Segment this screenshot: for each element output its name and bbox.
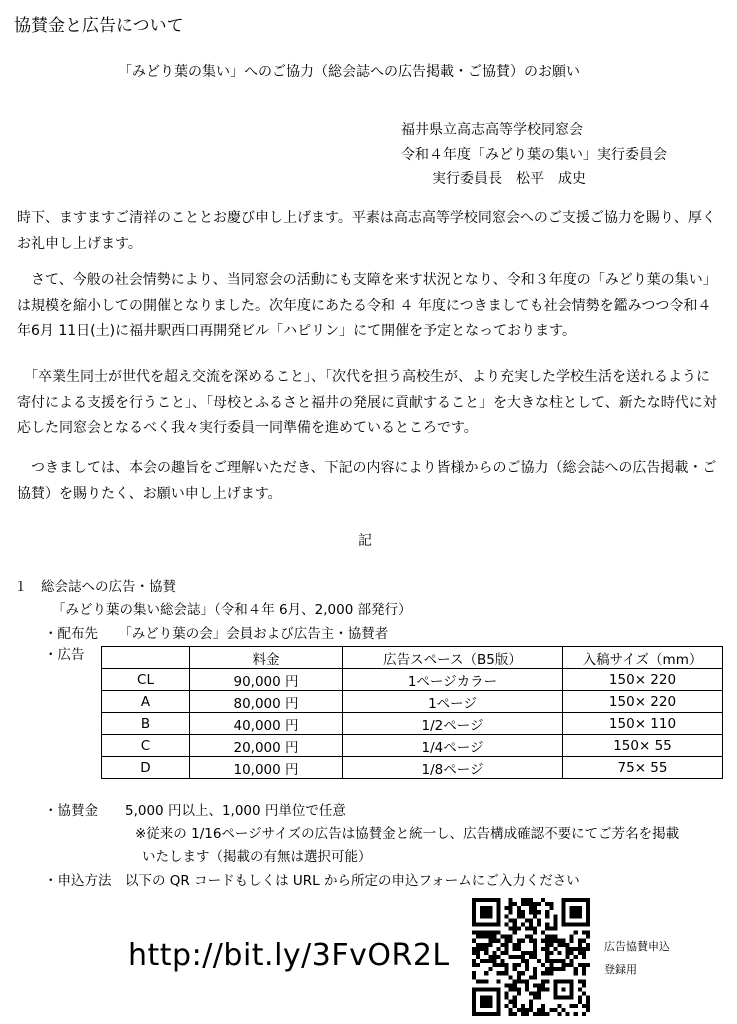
table-cell: 150× 220 bbox=[563, 669, 723, 691]
sender-committee: 令和４年度「みどり葉の集い」実行委員会 bbox=[401, 147, 667, 163]
section-title: １ 総会誌への広告・協賛 bbox=[14, 579, 176, 595]
table-cell: 1/8ページ bbox=[343, 757, 563, 779]
request-paragraph: つきましては、本会の趣旨をご理解いただき、下記の内容により皆様からのご協力（総会誌への広告掲載・ご協賛）を賜りたく、お願い申し上げます。 bbox=[17, 460, 717, 502]
table-header-cell: 広告スペース（B5版） bbox=[343, 647, 563, 669]
table-cell: 75× 55 bbox=[563, 757, 723, 779]
sponsorship-note-cont: いたします（掲載の有無は選択可能） bbox=[142, 849, 372, 865]
registration-url[interactable]: http://bit.ly/3FvOR2L bbox=[128, 938, 450, 973]
table-row bbox=[102, 757, 723, 779]
sender-chair: 実行委員長 松平 成史 bbox=[432, 171, 586, 187]
ki-heading: 記 bbox=[358, 533, 372, 549]
qr-code[interactable] bbox=[472, 898, 590, 1016]
table-cell: 1/4ページ bbox=[343, 735, 563, 757]
table-cell: 1ページカラー bbox=[343, 669, 563, 691]
table-cell: D bbox=[102, 757, 190, 779]
sender-org: 福井県立高志高等学校同窓会 bbox=[401, 122, 583, 138]
greeting-paragraph: 時下、ますますご清祥のこととお慶び申し上げます。平素は高志高等学校同窓会へのご支援ご協力を賜り、厚くお礼申し上げます。 bbox=[17, 210, 716, 252]
table-cell: 20,000 円 bbox=[190, 735, 343, 757]
qr-caption-line1: 広告協賛申込 bbox=[604, 940, 670, 953]
ad-price-table bbox=[101, 646, 723, 779]
ad-label: ・広告 bbox=[44, 647, 85, 663]
table-row bbox=[102, 713, 723, 735]
table-cell: 10,000 円 bbox=[190, 757, 343, 779]
table-header-row bbox=[102, 647, 723, 669]
table-row bbox=[102, 691, 723, 713]
apply-method-line: ・申込方法 以下の QR コードもしくは URL から所定の申込フォームにご入力ください bbox=[44, 873, 580, 889]
table-row bbox=[102, 669, 723, 691]
qr-caption-line2: 登録用 bbox=[604, 963, 637, 976]
table-cell: 1ページ bbox=[343, 691, 563, 713]
table-cell: CL bbox=[102, 669, 190, 691]
table-header-cell: 料金 bbox=[190, 647, 343, 669]
table-cell: B bbox=[102, 713, 190, 735]
goals-paragraph: 「卒業生同士が世代を超え交流を深めること」、「次代を担う高校生が、より充実した学校生活を送れるように寄付による支援を行うこと」、「母校とふるさと福井の発展に貢献すること」を大きな柱として、新たな時代に対応した同窓会となるべく我々実行委員一同準備を進めているところです。 bbox=[17, 369, 717, 436]
table-cell: 80,000 円 bbox=[190, 691, 343, 713]
table-cell: 40,000 円 bbox=[190, 713, 343, 735]
sponsorship-line: ・協賛金 5,000 円以上、1,000 円単位で任意 bbox=[44, 803, 346, 819]
situation-paragraph: さて、今般の社会情勢により、当同窓会の活動にも支障を来す状況となり、令和３年度の「みどり葉の集い」は規模を縮小しての開催となりました。次年度にあたる令和 ４ 年度につきましても社会情勢を鑑みつつ令和４年6月 11日(土)に福井駅西口再開発ビル「ハピリン」にて開催を予定となっております。 bbox=[17, 272, 717, 339]
table-cell: C bbox=[102, 735, 190, 757]
table-cell: 150× 110 bbox=[563, 713, 723, 735]
publication-line: 「みどり葉の集い総会誌」（令和４年 6月、2,000 部発行） bbox=[52, 602, 412, 618]
document-subtitle: 「みどり葉の集い」へのご協力（総会誌への広告掲載・ご協賛）のお願い bbox=[118, 64, 580, 80]
table-cell: 150× 55 bbox=[563, 735, 723, 757]
sponsorship-note: ※従来の 1/16ページサイズの広告は協賛金と統一し、広告構成確認不要にてご芳名を掲載 bbox=[135, 826, 680, 842]
distribution-line: ・配布先 「みどり葉の会」会員および広告主・協賛者 bbox=[44, 626, 389, 642]
table-cell: 90,000 円 bbox=[190, 669, 343, 691]
table-header-cell: 入稿サイズ（mm） bbox=[563, 647, 723, 669]
page-title: 協賛金と広告について bbox=[14, 16, 184, 36]
table-header-cell bbox=[102, 647, 190, 669]
table-cell: 150× 220 bbox=[563, 691, 723, 713]
table-row bbox=[102, 735, 723, 757]
table-cell: 1/2ページ bbox=[343, 713, 563, 735]
table-cell: A bbox=[102, 691, 190, 713]
